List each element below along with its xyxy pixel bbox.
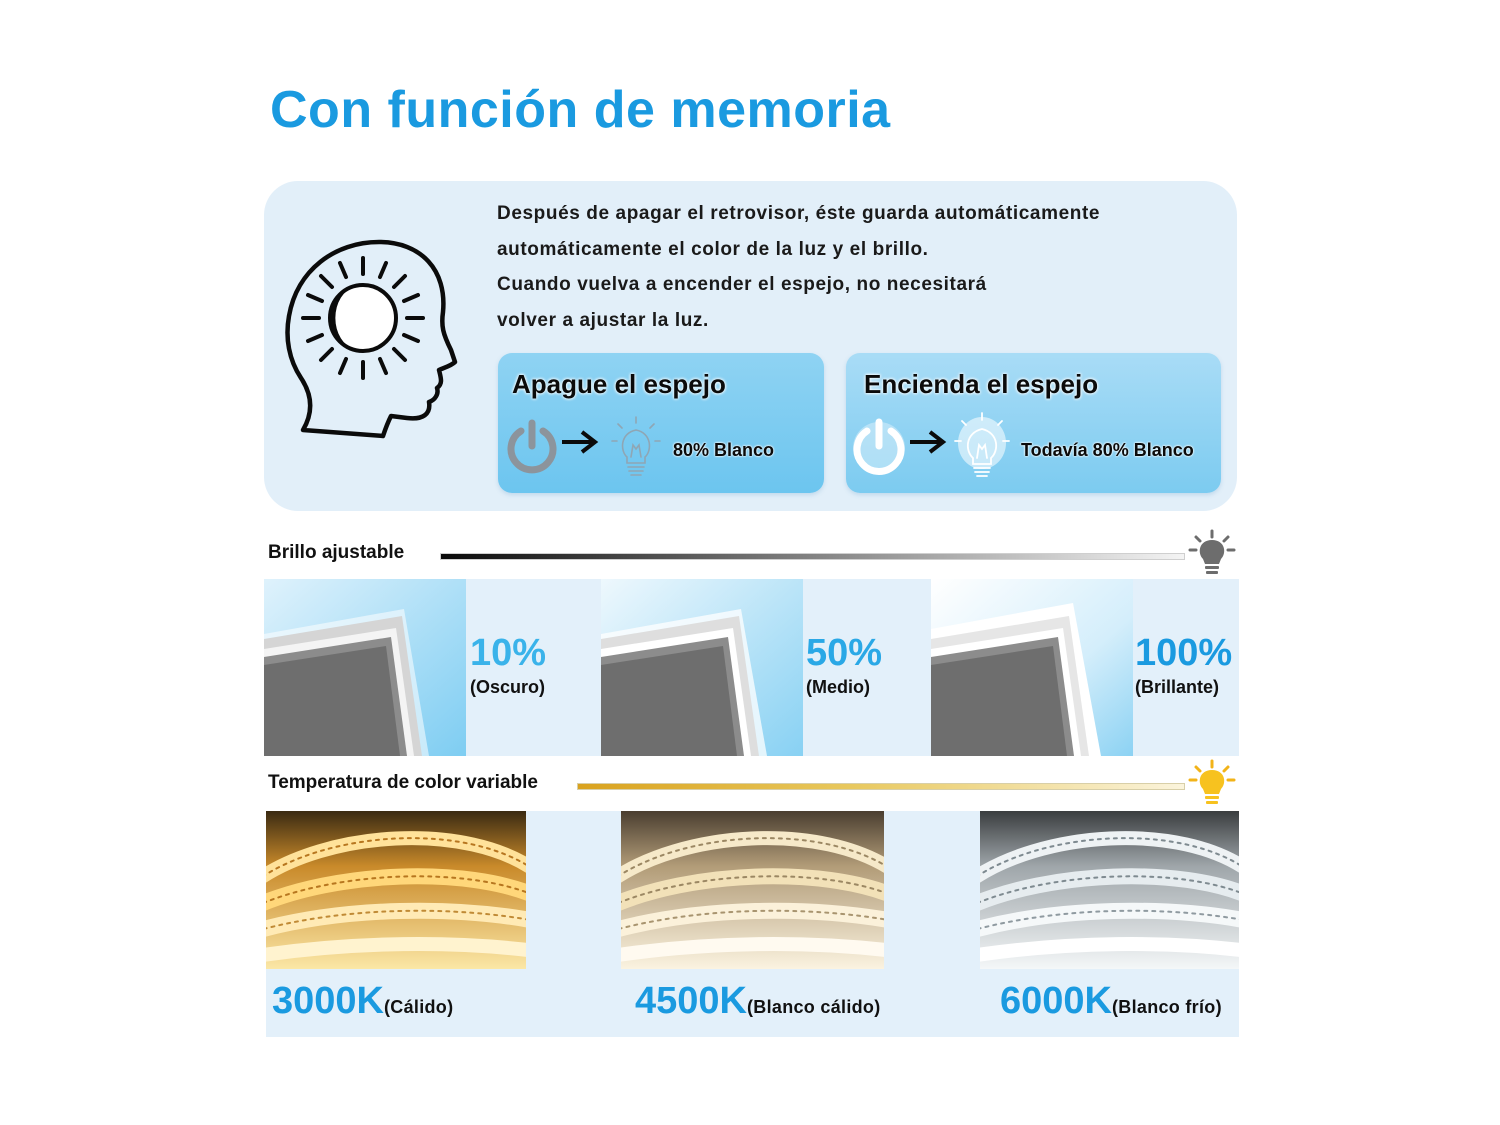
color-temperature-value: 3000K: [272, 980, 384, 1022]
brightness-desc: (Medio): [806, 677, 870, 697]
light-bulb-icon: [952, 411, 1012, 481]
card-off-note: 80% Blanco: [673, 440, 775, 460]
light-bulb-icon: [610, 415, 662, 479]
brightness-value: 100%: [1135, 632, 1233, 674]
mirror-image: [931, 579, 1133, 756]
card-off-title: Apague el espejo: [512, 369, 726, 399]
card-mirror-off: [498, 353, 824, 493]
color-temperature-value: 6000K: [1000, 980, 1112, 1022]
card-mirror-on: [846, 353, 1221, 493]
memory-description-line: Después de apagar el retrovisor, éste guarda automáticamente: [497, 203, 1101, 224]
memory-description-line: volver a ajustar la luz.: [497, 310, 709, 331]
led-strip-warm-image: [266, 811, 526, 969]
memory-description-line: automáticamente el color de la luz y el brillo.: [497, 239, 929, 260]
led-strip-cool-image: [980, 811, 1239, 969]
light-bulb-icon: [1188, 759, 1236, 807]
color-temperature-option: [1000, 980, 1222, 1023]
card-on-title: Encienda el espejo: [864, 369, 1099, 399]
mirror-image: [601, 579, 803, 756]
brightness-gradient-bar: [440, 553, 1185, 560]
brightness-desc: (Oscuro): [470, 677, 546, 697]
memory-description-line: Cuando vuelva a encender el espejo, no necesitará: [497, 274, 987, 295]
color-temperature-label: Temperatura de color variable: [268, 772, 538, 793]
card-on-note: Todavía 80% Blanco: [1021, 440, 1194, 460]
color-temperature-gradient-bar: [577, 783, 1185, 790]
color-temperature-option: [272, 980, 453, 1023]
color-temperature-desc: (Blanco cálido): [746, 997, 881, 1017]
head-with-sun-moon-icon: [283, 238, 458, 443]
brightness-label: Brillo ajustable: [268, 542, 405, 563]
color-temperature-value: 4500K: [635, 980, 747, 1022]
led-strip-neutral-image: [621, 811, 884, 969]
brightness-value: 10%: [470, 632, 547, 674]
power-icon: [849, 417, 909, 477]
arrow-right-icon: [560, 429, 600, 455]
power-icon: [504, 419, 560, 475]
brightness-desc: (Brillante): [1135, 677, 1220, 697]
mirror-image: [264, 579, 466, 756]
color-temperature-option: [635, 980, 881, 1023]
color-temperature-desc: (Blanco frío): [1111, 997, 1222, 1017]
arrow-right-icon: [908, 429, 948, 455]
color-temperature-desc: (Cálido): [383, 997, 454, 1017]
page-title: Con función de memoria: [270, 81, 891, 139]
brightness-value: 50%: [806, 632, 883, 674]
light-bulb-icon: [1188, 529, 1236, 577]
